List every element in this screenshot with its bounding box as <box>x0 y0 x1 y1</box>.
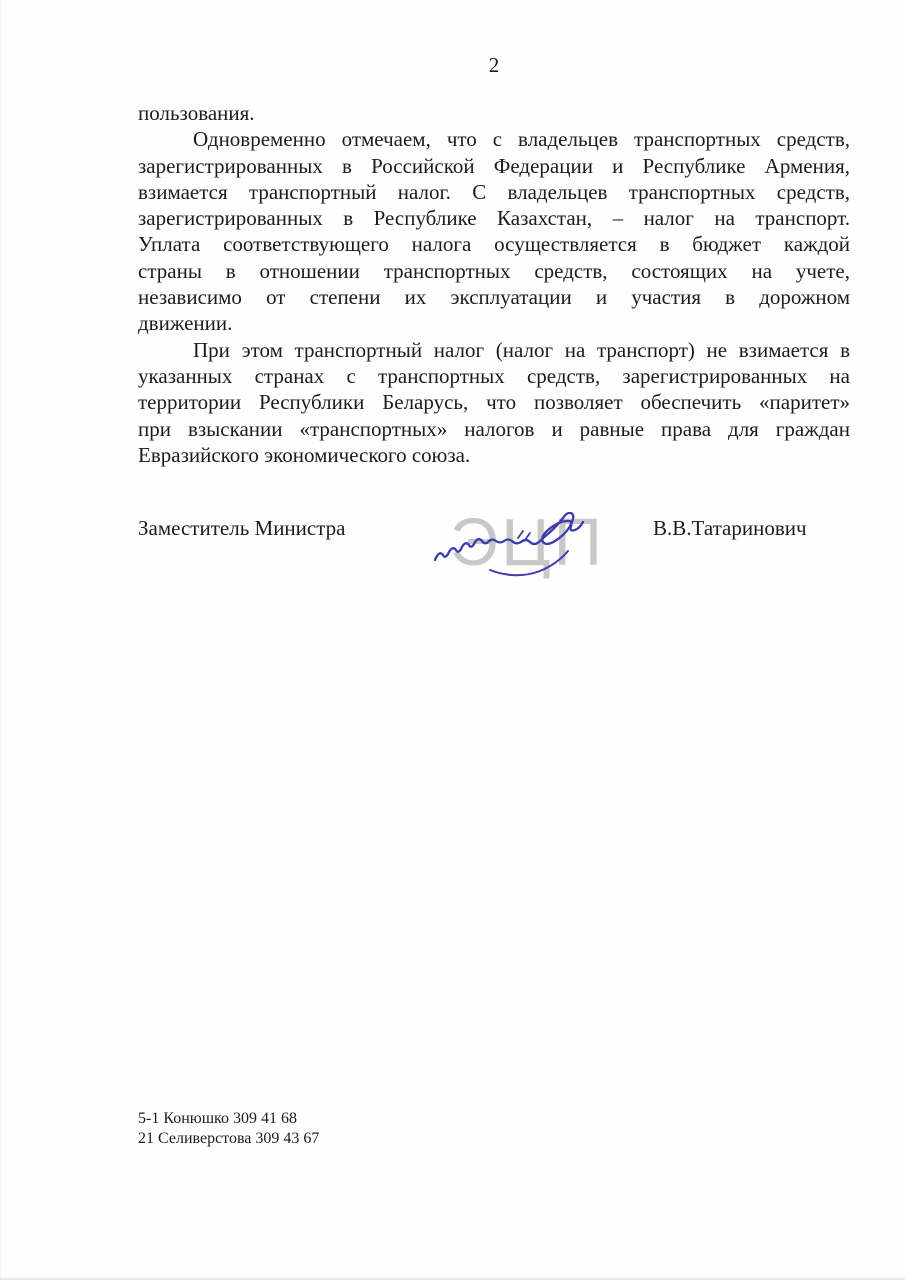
text-line: взимается транспортный налог. С владельцев транспортных средств, <box>138 179 850 204</box>
page-number: 2 <box>488 53 500 77</box>
signatory-name: В.В.Татаринович <box>653 516 807 540</box>
text-line: Евразийского экономического союза. <box>138 442 471 467</box>
text-line: страны в отношении транспортных средств, состоящих на учете, <box>138 258 850 283</box>
signature-area <box>426 505 605 596</box>
handwritten-signature-icon <box>426 512 604 596</box>
text-line: пользования. <box>138 101 255 125</box>
text-line: При этом транспортный налог (налог на транспорт) не взимается в <box>193 337 850 362</box>
footer-line: 21 Селиверстова 309 43 67 <box>138 1130 320 1147</box>
footer-reference <box>138 1109 319 1149</box>
text-line: зарегистрированных в Республике Казахстан, – налог на транспорт. <box>138 206 850 231</box>
ecp-stamp-watermark: ЭЦП <box>450 505 605 580</box>
signatory-title: Заместитель Министра <box>138 516 346 540</box>
text-line: при взыскании «транспортных» налогов и равные права для граждан <box>138 416 850 441</box>
text-line: территории Республики Беларусь, что позволяет обеспечить «паритет» <box>138 390 850 415</box>
text-line: Уплата соответствующего налога осуществляется в бюджет каждой <box>138 232 850 257</box>
document-body <box>138 100 850 468</box>
text-line: указанных странах с транспортных средств, зарегистрированных на <box>138 363 850 388</box>
text-line: Одновременно отмечаем, что с владельцев транспортных средств, <box>193 127 850 152</box>
text-line: движении. <box>138 311 233 336</box>
text-line: зарегистрированных в Российской Федерации и Республике Армения, <box>138 153 850 178</box>
text-line: независимо от степени их эксплуатации и участия в дорожном <box>138 285 850 310</box>
footer-line: 5-1 Конюшко 309 41 68 <box>138 1110 297 1127</box>
